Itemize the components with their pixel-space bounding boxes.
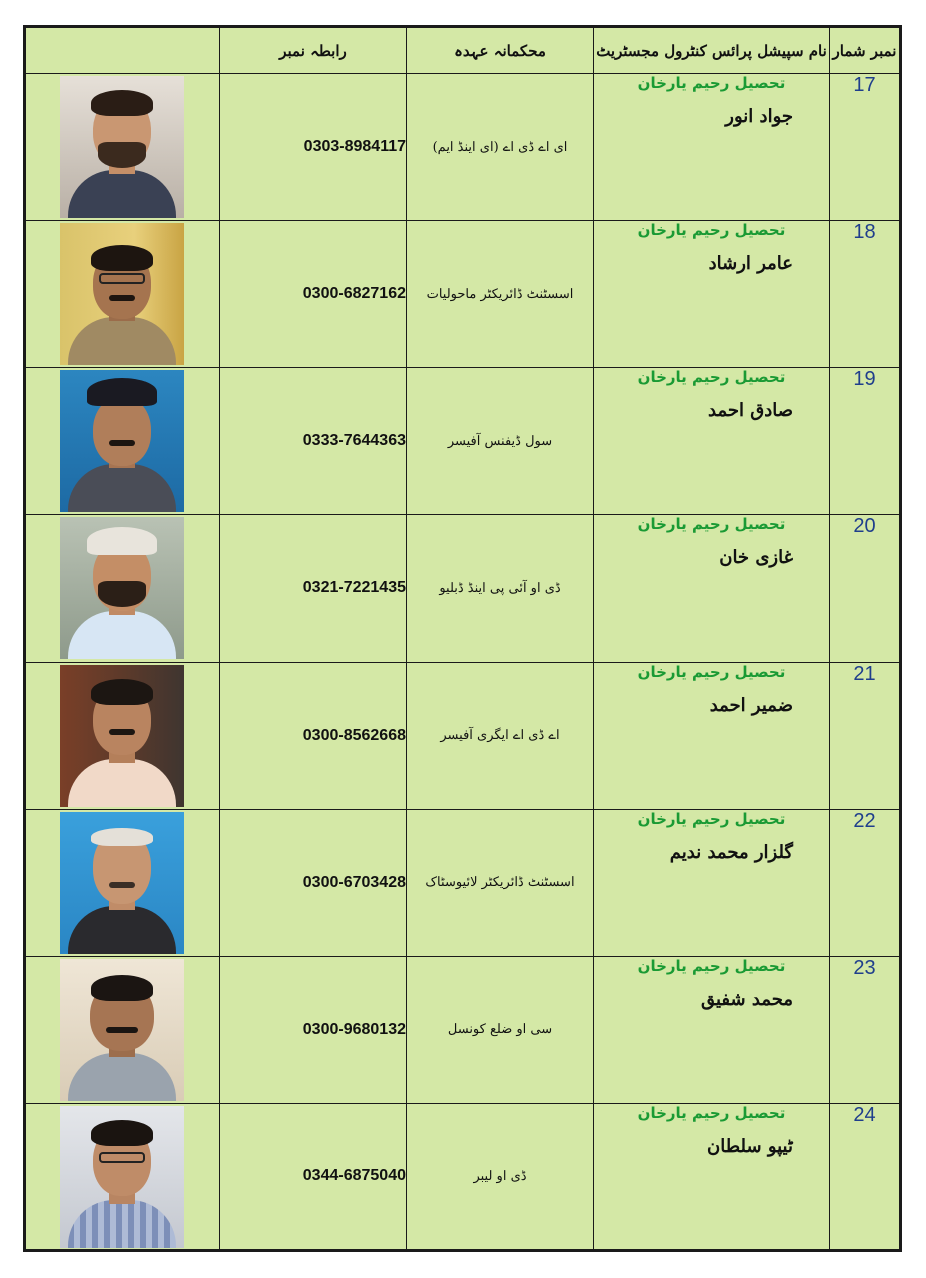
tehsil-label: تحصیل رحیم یارخان: [637, 1103, 786, 1122]
serial-cell: 23: [830, 956, 901, 1103]
name-cell: [594, 956, 830, 1103]
photo-cell: [25, 515, 220, 662]
photo-cell: [25, 956, 220, 1103]
officer-name: ضمیر احمد: [709, 694, 793, 716]
officer-photo: [60, 665, 184, 807]
department-cell: سی او ضلع کونسل: [407, 956, 594, 1103]
phone-cell: 0300-6703428: [220, 809, 407, 956]
photo-cell: [25, 74, 220, 221]
table-row: [25, 662, 901, 809]
officer-name: صادق احمد: [708, 400, 793, 422]
department-cell: اسسٹنٹ ڈائریکٹر ماحولیات: [407, 221, 594, 368]
header-name: نام سپیشل پرائس کنٹرول مجسٹریٹ: [594, 27, 830, 74]
officer-photo: [60, 370, 184, 512]
phone-cell: 0300-6827162: [220, 221, 407, 368]
table-row: [25, 368, 901, 515]
tehsil-label: تحصیل رحیم یارخان: [637, 956, 786, 975]
table-row: [25, 74, 901, 221]
phone-cell: 0344-6875040: [220, 1103, 407, 1250]
photo-cell: [25, 368, 220, 515]
serial-cell: 17: [830, 74, 901, 221]
tehsil-label: تحصیل رحیم یارخان: [637, 221, 786, 240]
serial-cell: 22: [830, 809, 901, 956]
header-department: محکمانہ عہدہ: [407, 27, 594, 74]
phone-cell: 0300-8562668: [220, 662, 407, 809]
phone-cell: 0303-8984117: [220, 74, 407, 221]
officer-name: ٹیپو سلطان: [707, 1135, 793, 1157]
officers-table: [23, 25, 902, 1252]
serial-cell: 21: [830, 662, 901, 809]
phone-cell: 0321-7221435: [220, 515, 407, 662]
officer-photo: [60, 812, 184, 954]
serial-cell: 20: [830, 515, 901, 662]
header-photo: [25, 27, 220, 74]
officer-name: غازی خان: [719, 547, 793, 569]
department-cell: ڈی او آئی پی اینڈ ڈبلیو: [407, 515, 594, 662]
officer-photo: [60, 959, 184, 1101]
table-row: [25, 221, 901, 368]
photo-cell: [25, 809, 220, 956]
table-row: [25, 515, 901, 662]
name-cell: [594, 74, 830, 221]
phone-cell: 0333-7644363: [220, 368, 407, 515]
header-serial: نمبر شمار: [830, 27, 901, 74]
table-row: [25, 1103, 901, 1250]
name-cell: [594, 221, 830, 368]
name-cell: [594, 809, 830, 956]
tehsil-label: تحصیل رحیم یارخان: [637, 662, 786, 681]
name-cell: [594, 515, 830, 662]
table-row: [25, 809, 901, 956]
tehsil-label: تحصیل رحیم یارخان: [637, 368, 786, 387]
officer-photo: [60, 76, 184, 218]
table-row: [25, 956, 901, 1103]
officer-name: جواد انور: [725, 106, 793, 127]
department-cell: ای اے ڈی اے (ای اینڈ ایم): [407, 74, 594, 221]
officer-photo: [60, 1106, 184, 1248]
officer-name: عامر ارشاد: [708, 253, 793, 275]
tehsil-label: تحصیل رحیم یارخان: [637, 74, 786, 92]
officer-name: محمد شفیق: [700, 988, 793, 1010]
tehsil-label: تحصیل رحیم یارخان: [637, 515, 786, 534]
phone-cell: 0300-9680132: [220, 956, 407, 1103]
officer-photo: [60, 223, 184, 365]
department-cell: اے ڈی اے ایگری آفیسر: [407, 662, 594, 809]
serial-cell: 19: [830, 368, 901, 515]
photo-cell: [25, 221, 220, 368]
department-cell: سول ڈیفنس آفیسر: [407, 368, 594, 515]
name-cell: [594, 1103, 830, 1250]
officer-photo: [60, 517, 184, 659]
officer-name: گلزار محمد ندیم: [669, 841, 793, 863]
photo-cell: [25, 1103, 220, 1250]
tehsil-label: تحصیل رحیم یارخان: [637, 809, 786, 828]
serial-cell: 24: [830, 1103, 901, 1250]
photo-cell: [25, 662, 220, 809]
name-cell: [594, 662, 830, 809]
department-cell: ڈی او لیبر: [407, 1103, 594, 1250]
header-contact: رابطہ نمبر: [220, 27, 407, 74]
department-cell: اسسٹنٹ ڈائریکٹر لائیوسٹاک: [407, 809, 594, 956]
header-row: [25, 27, 901, 74]
serial-cell: 18: [830, 221, 901, 368]
name-cell: [594, 368, 830, 515]
